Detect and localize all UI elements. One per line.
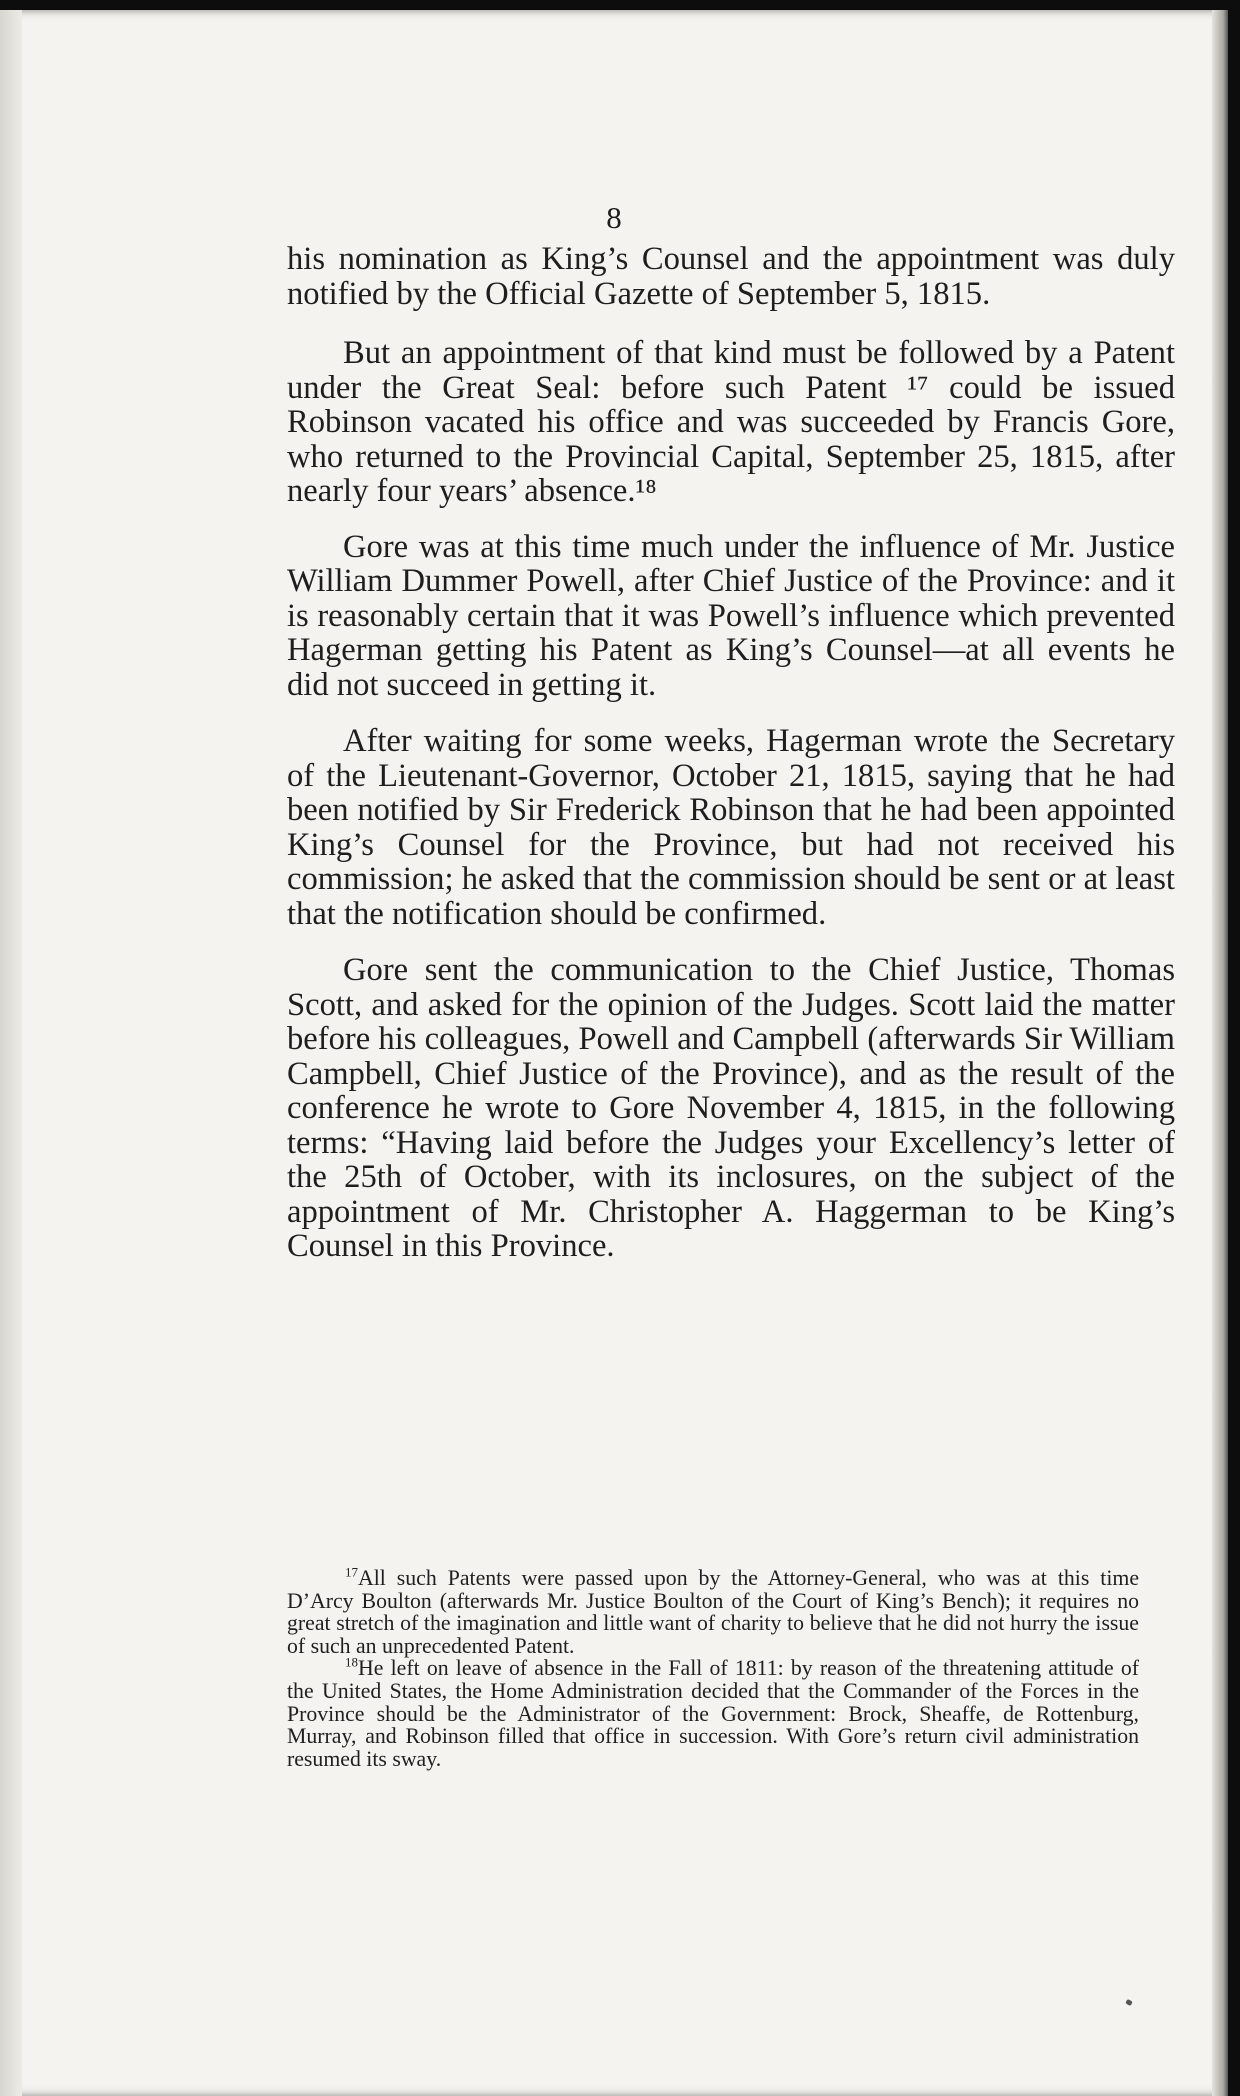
page-gutter-shadow [0, 10, 22, 2096]
paragraph-2: But an appointment of that kind must be followed by a Patent under the Great Seal: before such Patent ¹⁷ could be issued Robinson vacated his office and was succeeded by Francis Gore, who returned to the Provincial Capital, September 25, 1815, after nearly four years’ absence.¹⁸ [287, 335, 1175, 509]
footnote-marker: 17 [345, 1564, 358, 1580]
paragraph-5: Gore sent the communication to the Chief Justice, Thomas Scott, and asked for the opinion of the Judges. Scott laid the matter before his colleagues, Powell and Campbell (afterwards Sir William Campbell, Chief Justice of the Province), and as the result of the conference he wrote to Gore November 4, 1815, in the following terms: “Having laid before the Judges your Excellency’s letter of the 25th of October, with its inclosures, on the subject of the appointment of Mr. Christopher A. Haggerman to be King’s Counsel in this Province. [287, 952, 1175, 1264]
page-edge-shadow [1212, 10, 1228, 2096]
paragraph-3: Gore was at this time much under the influence of Mr. Justice William Dummer Powell, after Chief Justice of the Province: and it is reasonably certain that it was Powell’s influence which prevented Hagerman getting his Patent as King’s Counsel—at all events he did not succeed in getting it. [287, 528, 1175, 703]
footnotes [287, 1564, 1139, 1771]
body-text [287, 242, 1175, 1264]
footnote-18 [287, 1657, 1139, 1770]
paragraph-4: After waiting for some weeks, Hagerman wrote the Secretary of the Lieutenant-Governor, October 21, 1815, saying that he had been notified by Sir Frederick Robinson that he had been appointed King’s Counsel for the Province, but had not received his commission; he asked that the commission should be sent or at least that the notification should be confirmed. [287, 723, 1175, 932]
footnote-text: He left on leave of absence in the Fall of 1811: by reason of the threatening attitude of the United States, the Home Administration decided that the Commander of the Forces in the Province should be the Administrator of the Government: Brock, Sheaffe, de Rottenburg, Murray, and Robinson filled that office in succession. With Gore’s return civil administration resumed its sway. [287, 1656, 1139, 1771]
paragraph-1: his nomination as King’s Counsel and the appointment was duly notified by the Official Gazette of September 5, 1815. [287, 241, 1175, 312]
footnote-17 [287, 1564, 1139, 1658]
footnote-marker: 18 [345, 1655, 358, 1671]
book-page [0, 10, 1228, 2096]
page-number: 8 [606, 200, 622, 235]
ink-smudge [1125, 1999, 1133, 2006]
footnote-text: All such Patents were passed upon by the Attorney-General, who was at this time D’Arcy Boulton (afterwards Mr. Justice Boulton of the Court of King’s Bench); it requires no great stretch of the imagination and little want of charity to believe that he did not hurry the issue of such an unprecedented Patent. [287, 1566, 1139, 1658]
